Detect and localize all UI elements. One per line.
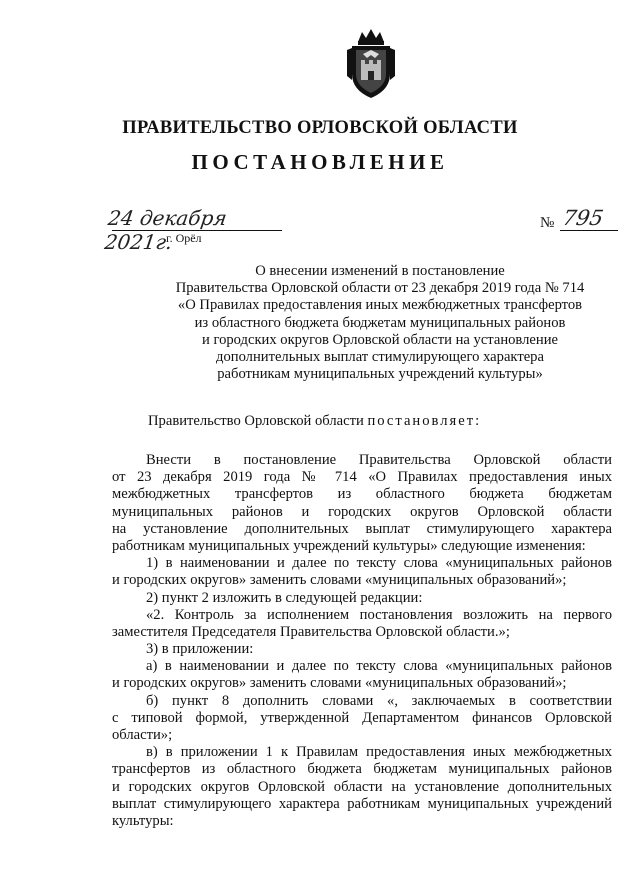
subject-line: из областного бюджета бюджетам муниципальных районов [194, 314, 566, 331]
document-body [112, 452, 612, 830]
document-city: г. Орёл [166, 231, 202, 245]
coat-of-arms-icon [344, 28, 398, 102]
subject-line: О внесении изменений в постановление [255, 263, 505, 279]
subject-line: Правительства Орловской области от 23 декабря 2019 года № 714 [175, 280, 585, 297]
body-line: с типовой формой, утвержденной Департаментом финансов Орловской [112, 709, 612, 726]
subject-line: работникам муниципальных учреждений культуры» [217, 366, 543, 383]
preamble [148, 413, 481, 430]
body-line: заместителя Председателя Правительства Орловской области.»; [112, 623, 510, 640]
preamble-text: Правительство Орловской области [148, 413, 368, 429]
body-line: на установление дополнительных выплат стимулирующего характера [112, 520, 612, 537]
body-line: «2. Контроль за исполнением постановления возложить на первого [146, 606, 612, 623]
body-line: трансфертов из областного бюджета бюджетам муниципальных районов [112, 761, 612, 778]
body-line: выплат стимулирующего характера работникам муниципальных учреждений [112, 795, 612, 812]
document-date: 24 декабря 2021г. [103, 206, 229, 254]
body-line: области»; [112, 727, 173, 743]
body-line: 1) в наименовании и далее по тексту слова «муниципальных районов [146, 555, 612, 572]
subject-line: и городских округов Орловской области на установление [202, 331, 558, 348]
subject-line: дополнительных выплат стимулирующего характера [216, 349, 544, 366]
body-line: от 23 декабря 2019 года № 714 «О Правилах предоставления иных [112, 469, 612, 486]
body-line: а) в наименовании и далее по тексту слова «муниципальных районов [146, 658, 612, 675]
body-line: межбюджетных трансфертов из областного бюджета бюджетам [112, 486, 612, 503]
body-line: 3) в приложении: [146, 641, 254, 658]
preamble-verb: постановляет: [367, 413, 482, 429]
body-line: Внести в постановление Правительства Орловской области [146, 452, 612, 468]
document-number: 795 [560, 206, 606, 230]
number-underline [560, 230, 618, 231]
body-line: и городских округов» заменить словами «муниципальных образований»; [112, 572, 567, 589]
document-type: ПОСТАНОВЛЕНИЕ [191, 150, 449, 174]
body-line: в) в приложении 1 к Правилам предоставления иных межбюджетных [146, 744, 612, 761]
organization-title: ПРАВИТЕЛЬСТВО ОРЛОВСКОЙ ОБЛАСТИ [122, 118, 518, 138]
body-line: работникам муниципальных учреждений культуры» следующие изменения: [112, 537, 586, 554]
subject-line: «О Правилах предоставления иных межбюджетных трансфертов [177, 297, 583, 314]
body-line: 2) пункт 2 изложить в следующей редакции: [146, 589, 423, 606]
body-line: б) пункт 8 дополнить словами «, заключаемых в соответствии [146, 692, 612, 709]
body-line: культуры: [112, 812, 174, 829]
body-line: и городских округов» заменить словами «муниципальных образований»; [112, 675, 567, 692]
document-subject [120, 263, 640, 383]
body-line: муниципальных районов и городских округов Орловской области [112, 503, 612, 520]
body-line: и городских округов Орловской области на установление дополнительных [112, 778, 612, 795]
number-sign: № [540, 215, 555, 231]
